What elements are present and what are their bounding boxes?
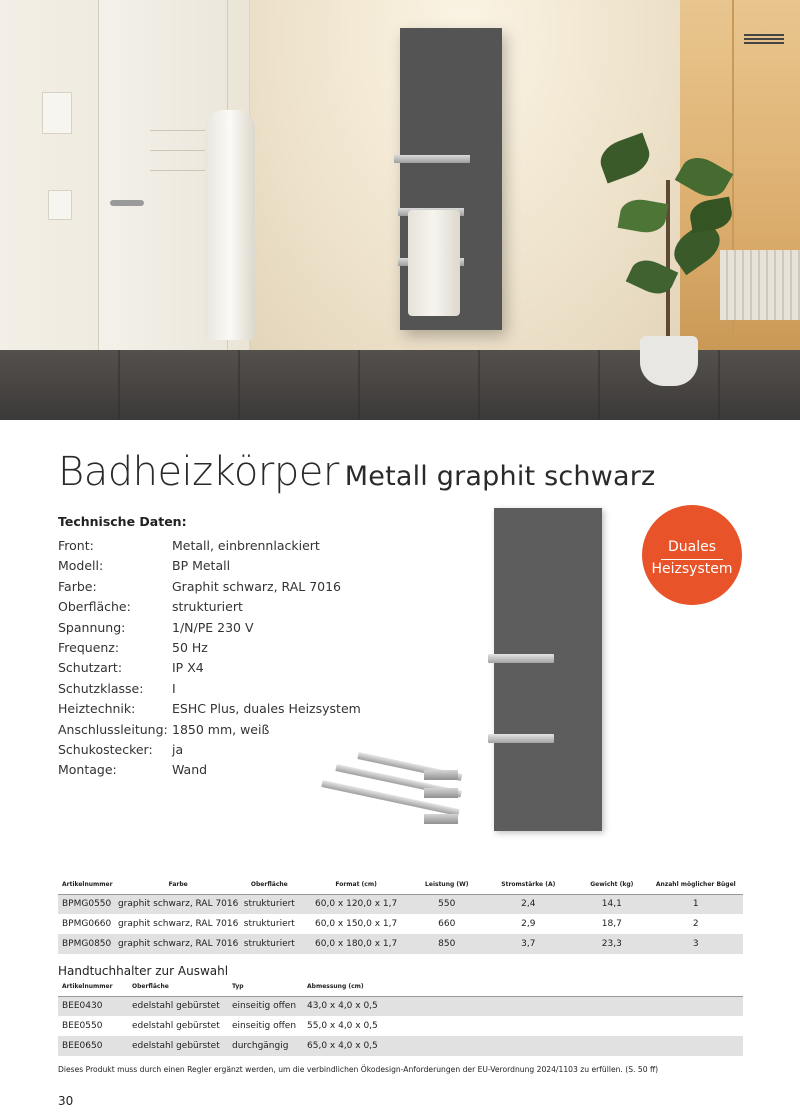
- spec-key: Frequenz:: [58, 639, 120, 655]
- column-header: Farbe: [118, 876, 238, 894]
- column-header: Format (cm): [300, 876, 412, 894]
- spec-key: Heiztechnik:: [58, 701, 136, 717]
- table-row: [58, 914, 743, 934]
- rail-bracket: [424, 814, 458, 824]
- spec-key: Oberfläche:: [58, 599, 131, 615]
- table-cell: durchgängig: [228, 1036, 303, 1056]
- table-cell: 660: [438, 919, 456, 929]
- column-header: Typ: [228, 978, 303, 996]
- plant-pot: [640, 336, 698, 386]
- column-header: Leistung (W): [412, 876, 482, 894]
- table-cell: 3,7: [482, 934, 575, 954]
- table-cell: 2,9: [521, 919, 536, 929]
- table-cell: BPMG0850: [58, 934, 118, 954]
- spec-row: [58, 599, 378, 619]
- spec-key: Schutzart:: [58, 660, 123, 676]
- table-cell: 2,4: [482, 894, 575, 914]
- table-cell: 55,0 x 4,0 x 0,5: [307, 1021, 378, 1031]
- spec-row: [58, 660, 378, 680]
- table-header-row: [58, 978, 743, 996]
- spec-list: [58, 538, 378, 783]
- table-cell: 2: [692, 919, 699, 929]
- table-cell: 65,0 x 4,0 x 0,5: [303, 1036, 743, 1056]
- spec-row: [58, 722, 378, 742]
- spec-row: [58, 538, 378, 558]
- bathrobe: [205, 110, 255, 340]
- spec-row: [58, 701, 378, 721]
- table-cell: 18,7: [601, 919, 622, 929]
- table-cell: 1: [649, 894, 743, 914]
- spec-row: [58, 620, 378, 640]
- spec-key: Anschlussleitung:: [58, 721, 168, 737]
- table-cell: strukturiert: [238, 934, 300, 954]
- spec-value: Graphit schwarz, RAL 7016: [172, 578, 342, 594]
- spec-value: ja: [172, 741, 184, 757]
- radiator-product-image: [494, 508, 602, 831]
- table-cell: 60,0 x 180,0 x 1,7: [300, 934, 412, 954]
- table-cell: 60,0 x 150,0 x 1,7: [315, 919, 398, 929]
- table-cell: edelstahl gebürstet: [128, 996, 228, 1016]
- table-cell: 850: [412, 934, 482, 954]
- title-main: Badheizkörper: [58, 449, 339, 495]
- table-cell: 23,3: [575, 934, 649, 954]
- table-cell: BEE0550: [62, 1021, 103, 1031]
- spec-value: Metall, einbrennlackiert: [172, 538, 320, 553]
- table-row: [58, 1036, 743, 1056]
- table-row: [58, 934, 743, 954]
- vent-grille: [744, 34, 784, 46]
- spec-row: [58, 681, 378, 701]
- spec-value: I: [172, 680, 176, 696]
- table-cell: einseitig offen: [228, 996, 303, 1016]
- column-header: Gewicht (kg): [575, 876, 649, 894]
- rail-bracket: [424, 770, 458, 780]
- spec-row: [58, 579, 378, 599]
- products-table: [58, 876, 743, 954]
- table-cell: 14,1: [575, 894, 649, 914]
- table-row: [58, 1016, 743, 1036]
- table-cell: graphit schwarz, RAL 7016: [117, 919, 239, 929]
- table-cell: strukturiert: [238, 894, 300, 914]
- column-header: Oberfläche: [128, 978, 228, 996]
- towel-rails-image: [318, 752, 468, 840]
- badge-line1: Duales: [667, 539, 717, 555]
- column-header: Artikelnummer: [58, 876, 118, 894]
- spec-value: BP Metall: [172, 558, 231, 574]
- door-handle: [110, 200, 144, 206]
- table-cell: 43,0 x 4,0 x 0,5: [303, 996, 743, 1016]
- spec-key: Schukostecker:: [58, 741, 153, 757]
- column-header: Stromstärke (A): [482, 876, 575, 894]
- table-cell: edelstahl gebürstet: [132, 1021, 220, 1031]
- table-cell: einseitig offen: [232, 1021, 297, 1031]
- table-cell: BEE0430: [58, 996, 128, 1016]
- spec-value: Wand: [172, 762, 208, 778]
- spec-row: [58, 558, 378, 578]
- tech-heading: Technische Daten:: [58, 514, 187, 529]
- spec-value: 1850 mm, weiß: [172, 721, 270, 737]
- badge-line2: Heizsystem: [651, 561, 733, 577]
- spec-key: Modell:: [58, 558, 104, 574]
- spec-key: Farbe:: [58, 578, 97, 594]
- rail-bracket: [424, 788, 458, 798]
- towel-holder-table: [58, 978, 743, 1056]
- table-cell: BPMG0550: [58, 894, 118, 914]
- column-header: Abmessung (cm): [303, 978, 743, 996]
- ecodesign-note: Dieses Produkt muss durch einen Regler ergänzt werden, um die verbindlichen Ökodesign-Anforderungen der EU-Verordnung 2024/1103 zu erfüllen. (S. 50 ff): [58, 1065, 659, 1074]
- spec-key: Front:: [58, 538, 94, 553]
- badge-divider: [661, 559, 723, 560]
- table-cell: 60,0 x 120,0 x 1,7: [300, 894, 412, 914]
- table-cell: strukturiert: [243, 919, 295, 929]
- table-row: [58, 894, 743, 914]
- spec-value: 50 Hz: [172, 639, 208, 655]
- page-title: [58, 449, 655, 495]
- spec-row: [58, 640, 378, 660]
- spec-value: ESHC Plus, duales Heizsystem: [172, 701, 361, 717]
- radiator-rail: [488, 734, 554, 743]
- table-cell: edelstahl gebürstet: [128, 1036, 228, 1056]
- towel: [408, 210, 460, 316]
- table-cell: 3: [649, 934, 743, 954]
- table-cell: BPMG0660: [62, 919, 112, 929]
- spec-key: Montage:: [58, 762, 117, 778]
- dual-heating-badge: [642, 505, 742, 605]
- table-header-row: [58, 876, 743, 894]
- spec-value: 1/N/PE 230 V: [172, 619, 254, 635]
- spec-value: IP X4: [172, 660, 204, 676]
- title-sub: Metall graphit schwarz: [344, 461, 656, 492]
- thermostat: [42, 92, 72, 134]
- hero-bathroom-photo: [0, 0, 800, 420]
- radiator-rail: [488, 654, 554, 663]
- bench: [720, 250, 800, 320]
- column-header: Oberfläche: [238, 876, 300, 894]
- spec-key: Spannung:: [58, 619, 126, 635]
- column-header: Artikelnummer: [58, 978, 128, 996]
- towel-section-heading: Handtuchhalter zur Auswahl: [58, 964, 229, 978]
- radiator-bar: [394, 155, 470, 163]
- page-number: 30: [58, 1094, 74, 1108]
- table-cell: graphit schwarz, RAL 7016: [118, 894, 238, 914]
- table-cell: 550: [412, 894, 482, 914]
- spec-key: Schutzklasse:: [58, 680, 144, 696]
- table-cell: graphit schwarz, RAL 7016: [118, 934, 238, 954]
- light-switch: [48, 190, 72, 220]
- table-cell: BEE0650: [58, 1036, 128, 1056]
- table-row: [58, 996, 743, 1016]
- column-header: Anzahl möglicher Bügel: [649, 876, 743, 894]
- spec-value: strukturiert: [172, 599, 243, 615]
